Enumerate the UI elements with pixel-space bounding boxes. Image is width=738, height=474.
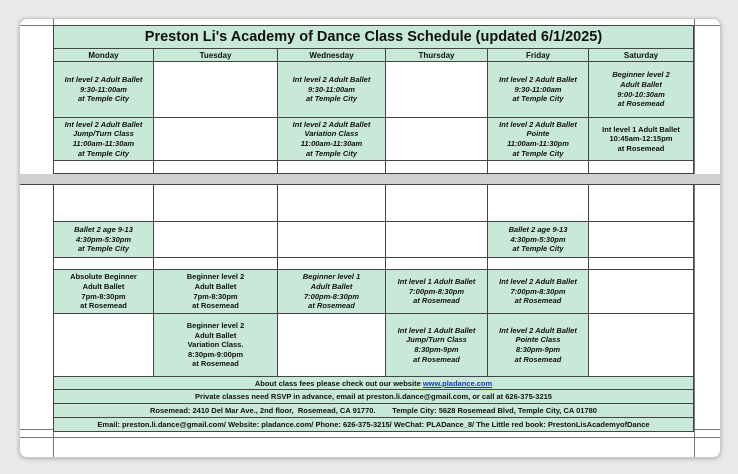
- empty-cell: [154, 185, 278, 222]
- bottom-rule-2: [20, 437, 720, 438]
- class-line: Adult Ballet: [310, 281, 353, 291]
- day-header-tuesday: Tuesday: [154, 49, 278, 62]
- class-line: 9:00-10:30am: [617, 89, 665, 99]
- empty-cell: [589, 185, 694, 222]
- empty-cell: [386, 118, 488, 161]
- class-line: 8:30pm-9pm: [515, 345, 561, 354]
- empty-cell: [488, 258, 589, 270]
- class-line: at Temple City: [512, 148, 564, 158]
- fees-footer: [53, 377, 694, 390]
- class-line: at Temple City: [78, 94, 129, 104]
- empty-cell: [589, 161, 694, 174]
- empty-cell: [53, 258, 154, 270]
- class-cell-mon-late-morning: [53, 118, 154, 161]
- class-line: Int level 2 Adult Ballet: [499, 119, 577, 129]
- day-header-wednesday: Wednesday: [278, 49, 386, 62]
- empty-cell: [154, 161, 278, 174]
- class-cell-wed-late-morning: [278, 118, 386, 161]
- class-line: Jump/Turn Class: [406, 335, 467, 345]
- class-line: 7:00pm-8:30pm: [408, 286, 465, 296]
- empty-cell: [488, 161, 589, 174]
- class-cell-wed-evening: [278, 270, 386, 314]
- class-cell-mon-morning: [53, 62, 154, 118]
- class-cell-mon-afternoon: [53, 222, 154, 258]
- class-line: at Temple City: [306, 94, 357, 104]
- class-line: Ballet 2 age 9-13: [74, 225, 133, 235]
- class-line: 11:00am-11:30am: [72, 139, 135, 148]
- empty-cell: [589, 222, 694, 258]
- empty-cell: [154, 62, 278, 118]
- day-header-friday: Friday: [488, 49, 589, 62]
- class-line: 7pm-8:30pm: [81, 291, 126, 301]
- class-line: at Rosemead: [514, 296, 562, 306]
- class-line: Adult Ballet: [82, 281, 125, 291]
- empty-cell: [278, 314, 386, 377]
- class-line: 7:00pm-8:30pm: [510, 286, 566, 296]
- empty-cell: [154, 258, 278, 270]
- fees-text: About class fees please check out our website: [254, 378, 423, 388]
- class-line: at Temple City: [512, 244, 564, 254]
- class-line: 9:30-11:00am: [80, 84, 127, 94]
- day-header-monday: Monday: [53, 49, 154, 62]
- class-line: at Rosemead: [617, 99, 665, 109]
- class-line: at Temple City: [78, 148, 129, 158]
- class-cell-tue-evening: [154, 270, 278, 314]
- class-cell-fri-evening: [488, 270, 589, 314]
- class-line: 9:30-11:00am: [514, 84, 562, 94]
- empty-cell: [278, 258, 386, 270]
- empty-cell: [53, 185, 154, 222]
- class-cell-sat-late-morning: [589, 118, 694, 161]
- empty-cell: [53, 314, 154, 377]
- class-line: 8:30pm-9pm: [414, 345, 459, 354]
- class-line: at Temple City: [78, 244, 129, 254]
- class-line: 9:30-11:00am: [308, 84, 355, 94]
- class-line: at Rosemead: [308, 301, 355, 311]
- class-line: Ballet 2 age 9-13: [508, 225, 568, 235]
- class-line: at Rosemead: [80, 301, 127, 311]
- class-line: Pointe Class: [515, 335, 561, 345]
- empty-cell: [386, 258, 488, 270]
- class-cell-wed-morning: [278, 62, 386, 118]
- class-line: 4:30pm-5:30pm: [75, 234, 132, 244]
- class-line: 11:00am-11:30pm: [507, 139, 569, 148]
- empty-cell: [53, 161, 154, 174]
- day-header-saturday: Saturday: [589, 49, 694, 62]
- class-line: Jump/Turn Class: [73, 129, 134, 139]
- class-line: 4:30pm-5:30pm: [510, 234, 566, 244]
- class-line: at Rosemead: [192, 301, 239, 311]
- class-line: Int level 2 Adult Ballet: [292, 75, 371, 85]
- class-line: Adult Ballet: [194, 281, 237, 291]
- class-line: Beginner level 2: [612, 70, 670, 80]
- empty-cell: [386, 161, 488, 174]
- empty-cell: [154, 222, 278, 258]
- empty-cell: [278, 161, 386, 174]
- empty-cell: [589, 258, 694, 270]
- class-line: at Rosemead: [617, 143, 665, 153]
- empty-cell: [386, 222, 488, 258]
- private-classes-footer: Private classes need RSVP in advance, email at preston.li.dance@gmail.com, or call at 626-375-3215: [53, 390, 694, 404]
- right-margin-column: [694, 19, 721, 457]
- class-cell-thu-evening: [386, 270, 488, 314]
- empty-cell: [278, 222, 386, 258]
- class-cell-fri-afternoon: [488, 222, 589, 258]
- website-link[interactable]: www.pladance.com: [422, 378, 493, 388]
- left-margin-column: [20, 19, 54, 457]
- class-line: Variation Class: [304, 129, 359, 139]
- class-line: Int level 1 Adult Ballet: [397, 325, 476, 335]
- class-line: Beginner level 2: [186, 272, 245, 282]
- class-line: at Temple City: [306, 148, 357, 158]
- class-cell-sat-morning: [589, 62, 694, 118]
- class-line: Int level 1 Adult Ballet: [602, 124, 680, 134]
- class-line: at Rosemead: [192, 359, 239, 369]
- class-line: Absolute Beginner: [70, 272, 137, 282]
- class-cell-tue-late-evening: [154, 314, 278, 377]
- class-line: Pointe: [526, 129, 550, 139]
- class-line: Int level 2 Adult Ballet: [499, 277, 577, 287]
- class-line: Variation Class.: [187, 340, 244, 350]
- class-cell-fri-morning: [488, 62, 589, 118]
- class-line: 7pm-8:30pm: [193, 291, 238, 301]
- class-line: Beginner level 1: [302, 272, 361, 282]
- class-line: Adult Ballet: [620, 79, 662, 89]
- class-line: Int level 2 Adult Ballet: [64, 119, 143, 129]
- class-cell-thu-late-evening: [386, 314, 488, 377]
- class-line: Adult Ballet: [194, 330, 237, 340]
- empty-cell: [386, 185, 488, 222]
- class-line: Int level 2 Adult Ballet: [292, 119, 371, 129]
- empty-cell: [386, 62, 488, 118]
- class-line: Int level 2 Adult Ballet: [64, 75, 143, 85]
- schedule-title: Preston Li's Academy of Dance Class Schedule (updated 6/1/2025): [53, 25, 694, 49]
- contact-footer: Email: preston.li.dance@gmail.com/ Website: pladance.com/ Phone: 626-375-3215/ WeChat: PLADance_8/ The Little red book: PrestonLisAcademyofDance: [53, 418, 694, 432]
- class-line: Int level 2 Adult Ballet: [499, 325, 577, 335]
- empty-cell: [589, 270, 694, 314]
- empty-cell: [154, 118, 278, 161]
- class-line: 11:00am-11:30am: [300, 139, 363, 148]
- empty-cell: [278, 185, 386, 222]
- empty-cell: [589, 314, 694, 377]
- class-line: Int level 1 Adult Ballet: [397, 277, 476, 287]
- class-line: 7:00pm-8:30pm: [303, 291, 360, 301]
- class-line: at Temple City: [512, 94, 564, 104]
- locations-footer: Rosemead: 2410 Del Mar Ave., 2nd floor, Rosemead, CA 91770. Temple City: 5628 Rosemead Blvd, Temple City, CA 01780: [53, 404, 694, 418]
- day-header-thursday: Thursday: [386, 49, 488, 62]
- empty-cell: [488, 185, 589, 222]
- class-cell-mon-evening: [53, 270, 154, 314]
- class-cell-fri-late-evening: [488, 314, 589, 377]
- class-line: 8:30pm-9:00pm: [187, 349, 244, 359]
- class-line: at Rosemead: [413, 296, 460, 306]
- class-line: Beginner level 2: [186, 321, 245, 331]
- section-divider: [20, 174, 720, 185]
- class-line: at Rosemead: [514, 354, 562, 364]
- class-line: Int level 2 Adult Ballet: [499, 75, 577, 85]
- class-line: at Rosemead: [413, 354, 460, 364]
- class-cell-fri-late-morning: [488, 118, 589, 161]
- class-line: 10:45am-12:15pm: [609, 134, 673, 144]
- schedule-sheet: [19, 18, 721, 458]
